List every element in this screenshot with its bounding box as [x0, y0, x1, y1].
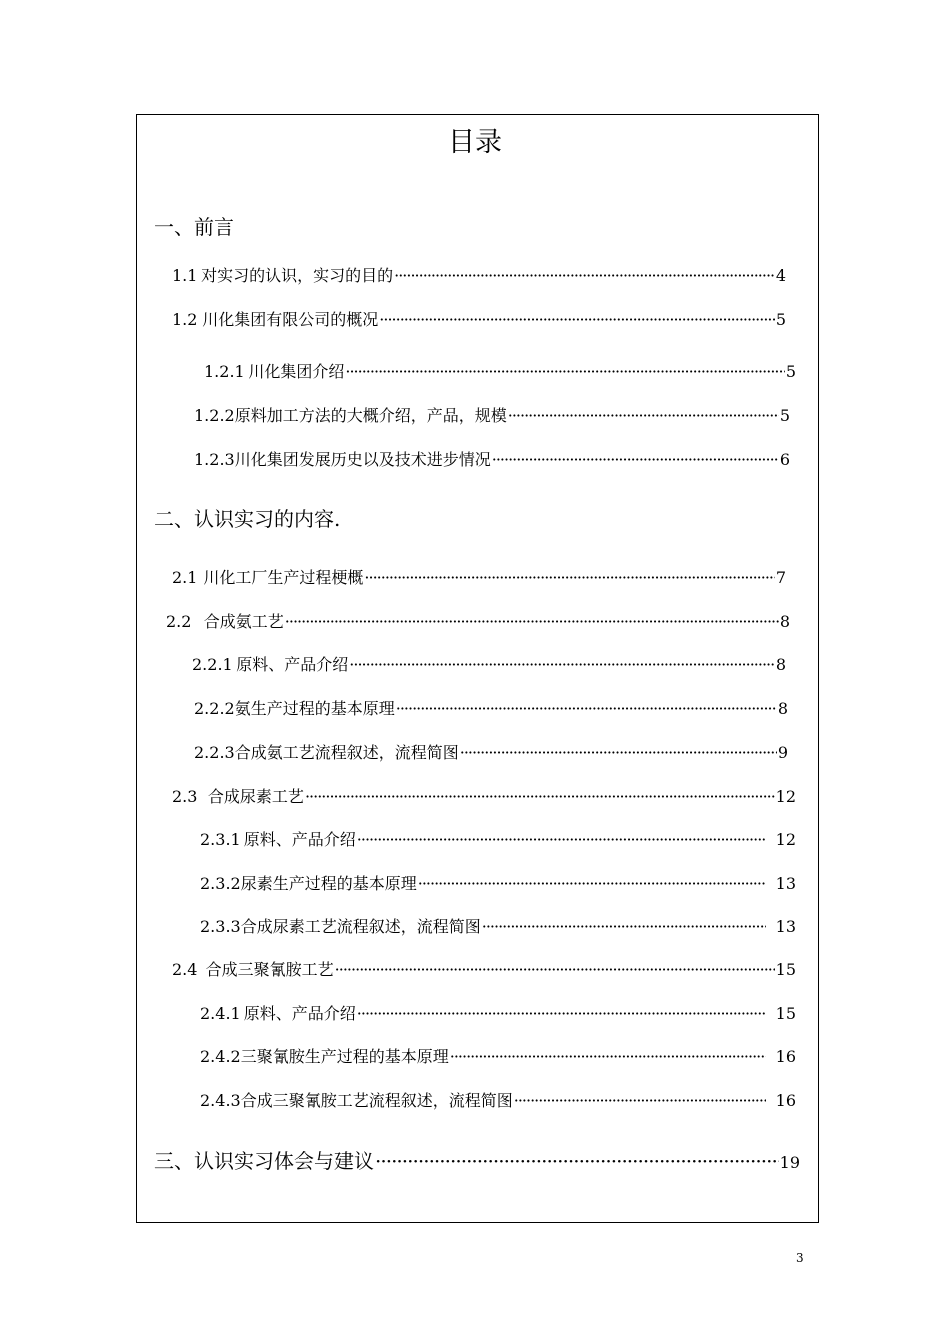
toc-entry-page: 13: [775, 917, 796, 936]
dot-leader: [396, 697, 777, 721]
toc-entry-text: 原料、产品介绍: [243, 830, 356, 849]
dot-leader: [349, 653, 775, 677]
toc-entry-number: 2.2.2: [194, 699, 235, 718]
toc-entry-text: 合成氨工艺流程叙述，流程简图: [234, 743, 459, 762]
toc-entry-number: 2.2.1: [192, 655, 233, 674]
toc-entry-page: 16: [775, 1047, 796, 1066]
toc-entry-1-2-1[interactable]: [204, 360, 796, 384]
toc-entry-text: 三聚氰胺生产过程的基本原理: [240, 1047, 449, 1066]
toc-entry-2-2-2[interactable]: [194, 697, 788, 721]
toc-entry-number: 1.2.1: [204, 362, 245, 381]
toc-entry-2-4[interactable]: [172, 958, 796, 982]
toc-entry-section-3[interactable]: [154, 1146, 800, 1178]
toc-entry-2-3-2[interactable]: [200, 872, 796, 896]
toc-entry-text: 对实习的认识，实习的目的: [201, 266, 394, 285]
dot-leader: [357, 1002, 766, 1026]
toc-entry-number: 1.2: [172, 310, 198, 329]
toc-entry-text: 合成三聚氰胺工艺: [205, 960, 334, 979]
toc-entry-page: 6: [779, 450, 790, 469]
toc-entry-1-1[interactable]: [172, 264, 786, 288]
toc-entry-text: 川化集团介绍: [248, 362, 345, 381]
dot-leader: [514, 1089, 766, 1113]
toc-entry-page: 4: [775, 266, 786, 285]
toc-entry-page: 8: [777, 699, 788, 718]
dot-leader: [375, 1146, 779, 1176]
toc-entry-2-2[interactable]: [166, 610, 790, 634]
toc-entry-1-2[interactable]: [172, 308, 786, 332]
toc-entry-page: 5: [779, 406, 790, 425]
toc-entry-number: 2.4: [172, 960, 198, 979]
dot-leader: [482, 915, 766, 939]
toc-entry-page: 13: [775, 874, 796, 893]
dot-leader: [364, 566, 774, 590]
toc-entry-text: 川化集团有限公司的概况: [202, 310, 379, 329]
toc-entry-page: 12: [775, 830, 796, 849]
toc-entry-page: 5: [775, 310, 786, 329]
toc-entry-page: 12: [775, 787, 796, 806]
dot-leader: [418, 872, 766, 896]
page-number: 3: [796, 1251, 804, 1265]
toc-entry-page: 19: [779, 1153, 800, 1172]
dot-leader: [450, 1045, 766, 1069]
dot-leader: [345, 360, 784, 384]
page-title: 目录: [448, 127, 502, 158]
toc-entry-page: 9: [777, 743, 788, 762]
toc-entry-page: 8: [779, 612, 790, 631]
toc-entry-text: 原料、产品介绍: [236, 655, 349, 674]
toc-entry-text: 合成氨工艺: [203, 612, 284, 631]
toc-entry-2-4-2[interactable]: [200, 1045, 796, 1069]
toc-entry-page: 8: [775, 655, 786, 674]
toc-entry-2-3-3[interactable]: [200, 915, 796, 939]
toc-entry-page: 7: [775, 568, 786, 587]
toc-entry-number: 2.3.1: [200, 830, 241, 849]
dot-leader: [335, 958, 775, 982]
toc-entry-2-2-3[interactable]: [194, 741, 788, 765]
toc-entry-text: 合成三聚氰胺工艺流程叙述，流程简图: [240, 1091, 513, 1110]
toc-entry-2-4-3[interactable]: [200, 1089, 796, 1113]
toc-entry-number: 2.4.3: [200, 1091, 241, 1110]
section-heading-content: 二、认识实习的内容.: [154, 507, 341, 531]
toc-entry-number: 1.2.3: [194, 450, 235, 469]
dot-leader: [305, 785, 775, 809]
toc-entry-text: 川化工厂生产过程梗概: [203, 568, 364, 587]
toc-entry-number: 1.1: [172, 266, 198, 285]
toc-entry-text: 川化集团发展历史以及技术进步情况: [234, 450, 491, 469]
toc-entry-number: 2.1: [172, 568, 198, 587]
dot-leader: [285, 610, 779, 634]
dot-leader: [508, 404, 779, 428]
toc-entry-number: 2.4.1: [200, 1004, 241, 1023]
toc-entry-2-4-1[interactable]: [200, 1002, 796, 1026]
toc-entry-text: 三、认识实习体会与建议: [154, 1149, 374, 1173]
toc-entry-number: 2.4.2: [200, 1047, 241, 1066]
toc-entry-page: 15: [775, 1004, 796, 1023]
toc-entry-number: 2.2.3: [194, 743, 235, 762]
toc-entry-text: 原料、产品介绍: [243, 1004, 356, 1023]
toc-entry-number: 1.2.2: [194, 406, 235, 425]
toc-entry-text: 合成尿素工艺流程叙述，流程简图: [240, 917, 481, 936]
toc-entry-number: 2.2: [166, 612, 192, 631]
toc-entry-1-2-2[interactable]: [194, 404, 790, 428]
dot-leader: [394, 264, 775, 288]
toc-entry-text: 氨生产过程的基本原理: [234, 699, 395, 718]
section-heading-preface: 一、前言: [154, 215, 234, 239]
toc-entry-2-3[interactable]: [172, 785, 796, 809]
toc-entry-1-2-3[interactable]: [194, 448, 790, 472]
dot-leader: [357, 828, 766, 852]
toc-entry-text: 原料加工方法的大概介绍，产品，规模: [234, 406, 507, 425]
dot-leader: [492, 448, 779, 472]
toc-entry-number: 2.3: [172, 787, 198, 806]
toc-entry-2-1[interactable]: [172, 566, 786, 590]
toc-entry-page: 5: [785, 362, 796, 381]
toc-entry-2-3-1[interactable]: [200, 828, 796, 852]
toc-entry-number: 2.3.3: [200, 917, 241, 936]
dot-leader: [460, 741, 777, 765]
dot-leader: [379, 308, 775, 332]
toc-entry-text: 合成尿素工艺: [207, 787, 304, 806]
toc-entry-page: 15: [775, 960, 796, 979]
toc-entry-page: 16: [775, 1091, 796, 1110]
toc-entry-text: 尿素生产过程的基本原理: [240, 874, 417, 893]
toc-entry-2-2-1[interactable]: [192, 653, 786, 677]
toc-entry-number: 2.3.2: [200, 874, 241, 893]
